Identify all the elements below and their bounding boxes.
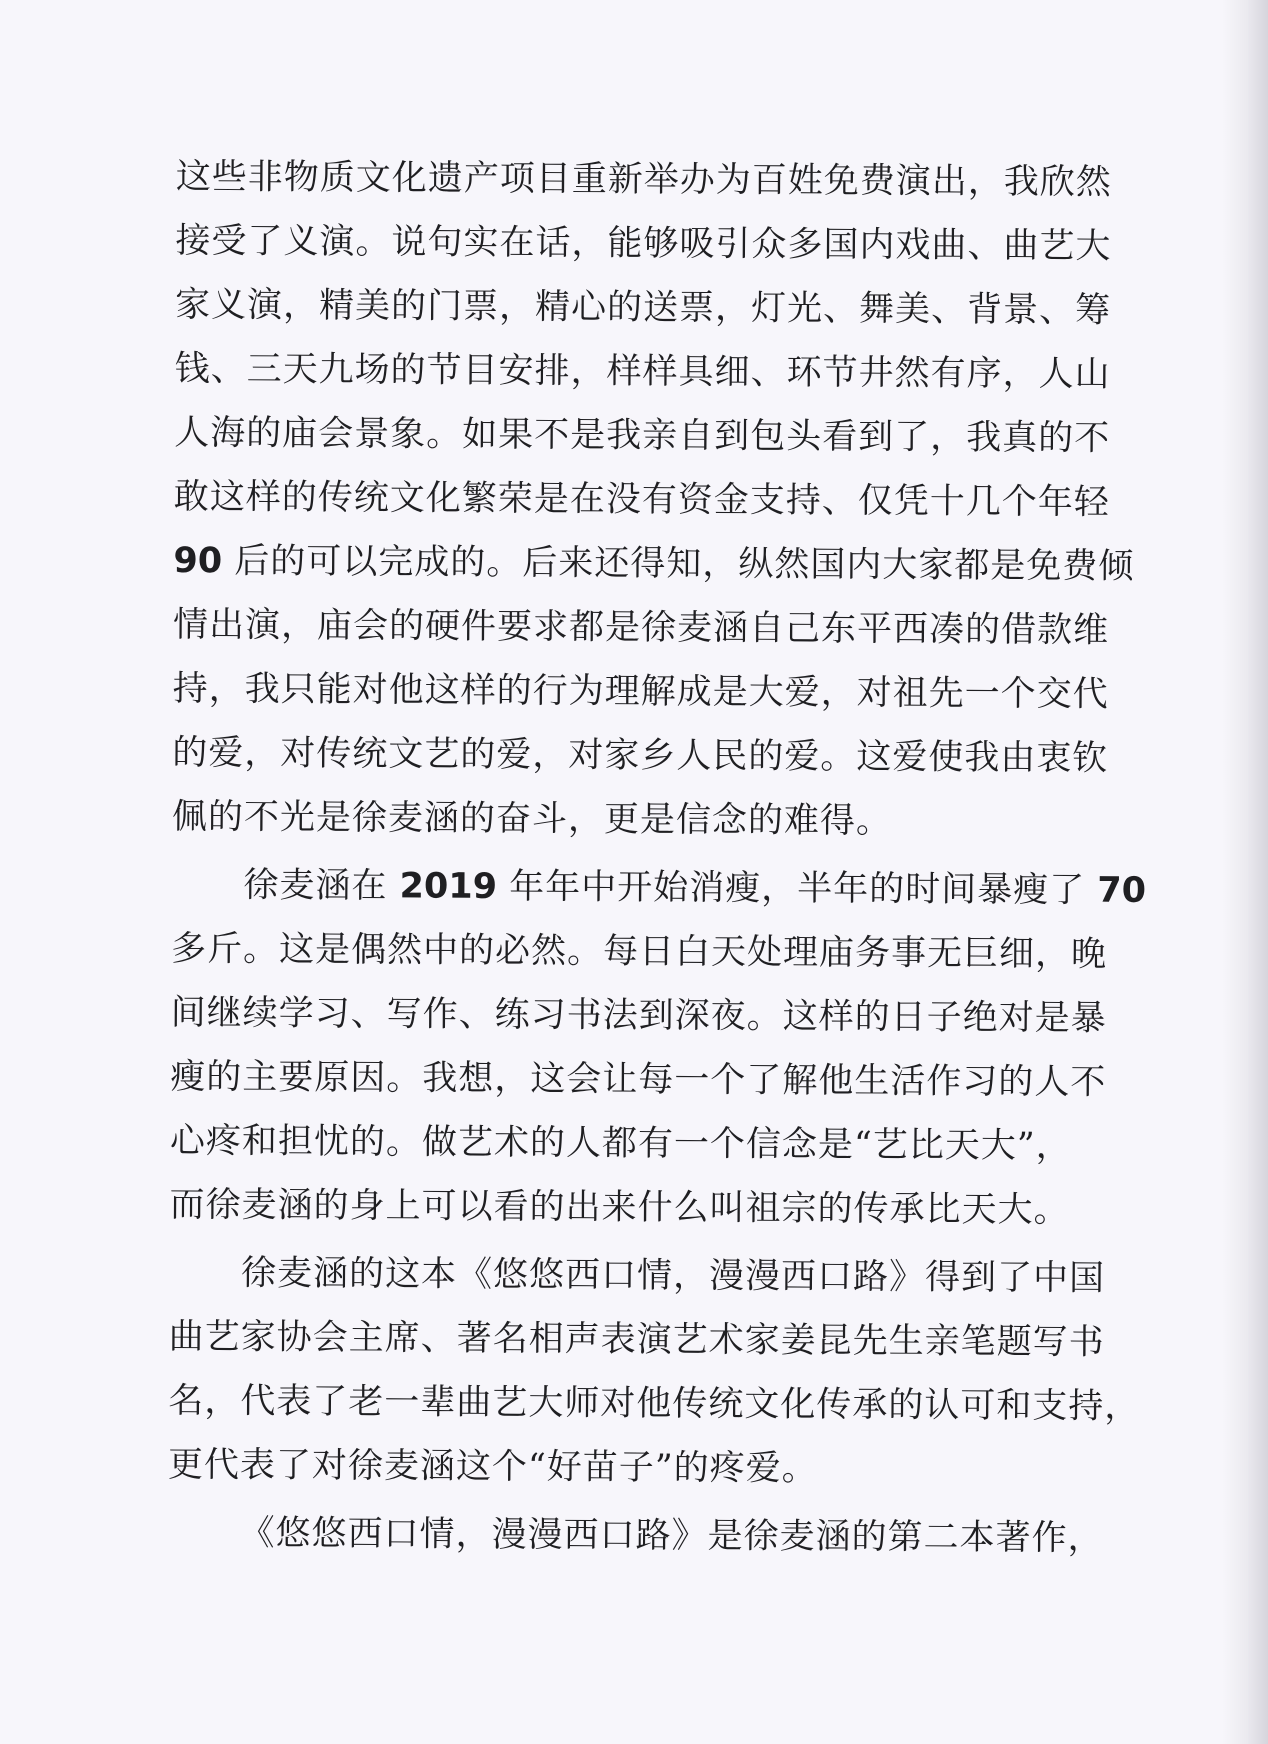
body-text (167, 145, 1147, 1570)
text-line: 持，我只能对他这样的行为理解成是大爱，对祖先一个交代 (172, 668, 1109, 715)
paragraph-4 (167, 1501, 1104, 1570)
text-line: 敢这样的传统文化繁荣是在没有资金支持、仅凭十几个年轻 (173, 476, 1110, 523)
text-line: 曲艺家协会主席、著名相声表演艺术家姜昆先生亲笔题写书 (168, 1316, 1105, 1363)
text-line: 家义演，精美的门票，精心的送票，灯光、舞美、背景、筹 (174, 284, 1112, 331)
text-line: 名，代表了老一辈曲艺大师对他传统文化传承的认可和支持， (168, 1380, 1141, 1427)
text-line: 这些非物质文化遗产项目重新举办为百姓免费演出，我欣然 (175, 156, 1112, 203)
text-line: 而徐麦涵的身上可以看的出来什么叫祖宗的传承比天大。 (169, 1184, 1070, 1231)
scan-shadow (1222, 0, 1248, 1744)
paragraph-3 (167, 1241, 1141, 1502)
text-line: 瘦的主要原因。我想，这会让每一个了解他生活作习的人不 (170, 1056, 1107, 1103)
text-line: 情出演，庙会的硬件要求都是徐麦涵自己东平西凑的借款维 (172, 604, 1110, 651)
text-line: 更代表了对徐麦涵这个“好苗子”的疼爱。 (167, 1444, 818, 1489)
text-line: 徐麦涵在 2019 年年中开始消瘦，半年的时间暴瘦了 70 (243, 865, 1147, 911)
text-line: 多斤。这是偶然中的必然。每日白天处理庙务事无巨细，晚 (170, 928, 1108, 975)
paragraph-2 (169, 853, 1147, 1242)
text-line: 徐麦涵的这本《悠悠西口情，漫漫西口路》得到了中国 (240, 1253, 1106, 1299)
text-line: 钱、三天九场的节目安排，样样具细、环节井然有序，人山 (174, 348, 1111, 395)
page-edge (1248, 0, 1268, 1744)
text-line: 的爱，对传统文艺的爱，对家乡人民的爱。这爱使我由衷钦 (172, 732, 1109, 779)
text-line: 心疼和担忧的。做艺术的人都有一个信念是“艺比天大”， (169, 1120, 1072, 1167)
text-line: 《悠悠西口情，漫漫西口路》是徐麦涵的第二本著作， (239, 1513, 1104, 1559)
text-line: 间继续学习、写作、练习书法到深夜。这样的日子绝对是暴 (170, 992, 1107, 1039)
paragraph-1 (171, 145, 1135, 854)
text-line: 人海的庙会景象。如果不是我亲自到包头看到了，我真的不 (174, 412, 1111, 459)
text-line: 接受了义演。说句实在话，能够吸引众多国内戏曲、曲艺大 (175, 220, 1112, 267)
text-line: 90 后的可以完成的。后来还得知，纵然国内大家都是免费倾 (173, 540, 1135, 587)
text-line: 佩的不光是徐麦涵的奋斗，更是信念的难得。 (171, 796, 893, 842)
